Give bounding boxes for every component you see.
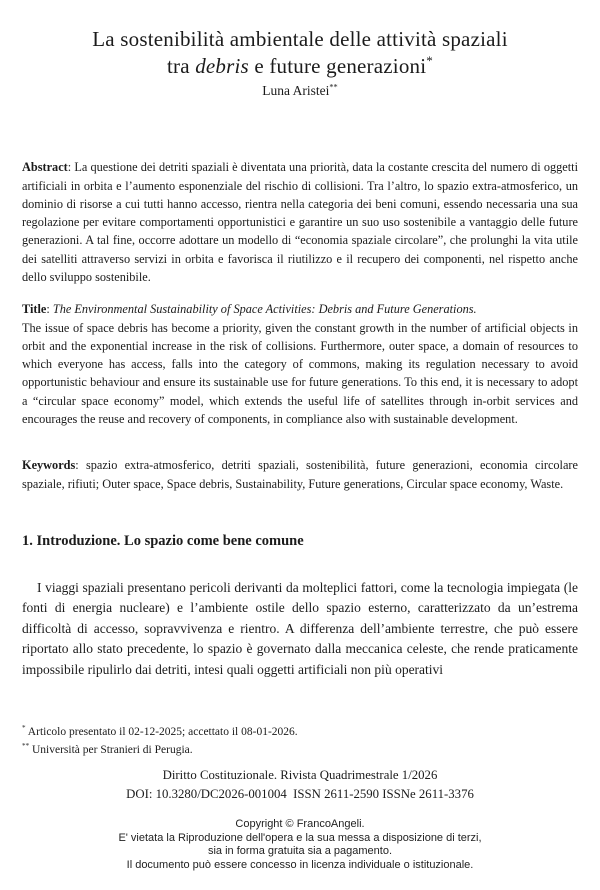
keywords-separator: : [75, 458, 86, 473]
abstract-separator: : [67, 160, 75, 175]
copyright-line-license: Il documento può essere concesso in licenza individuale o istituzionale. [126, 858, 474, 871]
title-line2 [167, 54, 433, 78]
title-line2-post: e future generazioni [248, 54, 427, 79]
section-1-heading: 1. Introduzione. Lo spazio come bene comune [22, 533, 304, 549]
title-line2-italic-debris: debris [195, 54, 249, 79]
author-line [22, 83, 578, 99]
title-line1: La sostenibilità ambientale delle attività spaziali [92, 27, 508, 52]
article-title [22, 26, 578, 80]
abstract-english [22, 300, 578, 428]
english-title-label: Title [22, 302, 47, 317]
author-footnote-marker: ** [329, 82, 338, 92]
journal-name-issue: Diritto Costituzionale. Rivista Quadrimestrale 1/2026 [162, 768, 438, 782]
keywords-text: spazio extra-atmosferico, detriti spaziali, sostenibilità, future generazioni, economia circolare spaziale, rifiuti; Outer space, Space debris, Sustainability, Future generations, Circular space economy, Waste. [22, 458, 578, 491]
footnote-article-dates [22, 724, 578, 742]
footnote-1-text: Articolo presentato il 02-12-2025; accettato il 08-01-2026. [25, 726, 298, 738]
english-abstract-text: The issue of space debris has become a priority, given the constant growth in the number of artificial objects in orbit and the exponential increase in the risk of collisions. Furthermore, outer space, a domain of resources to which everyone has access, falls into the category of commons, making its regulation necessary to avoid opportunistic behaviour and ensure its sustainable use for future generations. To this end, it is necessary to adopt a “circular space economy” model, which extends the useful life of satellites through in-orbit services and encourages the reuse and recovery of components, in compliance also with sustainable development. [22, 320, 578, 427]
journal-doi-issn: DOI: 10.3280/DC2026-001004 ISSN 2611-2590 ISSNe 2611-3376 [126, 786, 474, 801]
abstract-text: La questione dei detriti spaziali è diventata una priorità, data la costante crescita del numero di oggetti artificiali in orbita e l’aumento esponenziale del rischio di collisioni. Tra l’altro, lo spazio extra-atmosferico, un dominio di risorse a cui tutti hanno accesso, rientra nella categoria dei beni comuni, essendo necessaria una sua regolazione per evitare comportamenti opportunistici e garantire un suo uso sostenibile a vantaggio delle future generazioni. A tal fine, occorre adottare un modello di “economia spaziale circolare”, che prolunghi la vita utile dei satelliti attraverso servizi in orbita e favorisca il riutilizzo e il recupero dei componenti, nel rispetto anche dello sviluppo sostenibile. [22, 160, 578, 285]
abstract-label: Abstract [22, 160, 68, 175]
copyright-notice [0, 818, 600, 872]
copyright-line-forms: sia in forma gratuita sia a pagamento. [207, 845, 393, 858]
english-title-separator: : [46, 302, 53, 317]
journal-info [0, 766, 600, 803]
copyright-line-prohibition: E' vietata la Riproduzione dell'opera e la sua messa a disposizione di terzi, [118, 831, 482, 844]
footnotes-block [22, 724, 578, 759]
english-title-text: The Environmental Sustainability of Space Activities: Debris and Future Generations. [52, 302, 477, 317]
footnote-1-marker: * [22, 724, 26, 733]
keywords-label: Keywords [22, 458, 76, 473]
author-name: Luna Aristei [262, 83, 330, 98]
keywords-block [22, 456, 578, 493]
title-footnote-marker: * [426, 53, 433, 69]
title-line2-pre: tra [167, 54, 196, 79]
footnote-2-text: Università per Stranieri di Perugia. [29, 743, 193, 756]
footnote-affiliation [22, 742, 578, 760]
abstract-italian [22, 158, 578, 286]
copyright-line-publisher: Copyright © FrancoAngeli. [235, 818, 365, 830]
footnote-2-marker: ** [22, 741, 30, 750]
intro-paragraph: I viaggi spaziali presentano pericoli derivanti da molteplici fattori, come la tecnologia impiegata (le fonti di energia nucleare) e l’ambiente ostile dello spazio esterno, caratterizzato da un’estrema difficoltà di accesso, sopravvivenza e rientro. A differenza dell’ambiente terrestre, che può essere riportato allo stato precedente, lo spazio è governato dalla meccanica celeste, che rende praticamente impossibile ripulirlo dai detriti, intesi quali oggetti artificiali non più operativi [22, 579, 578, 677]
